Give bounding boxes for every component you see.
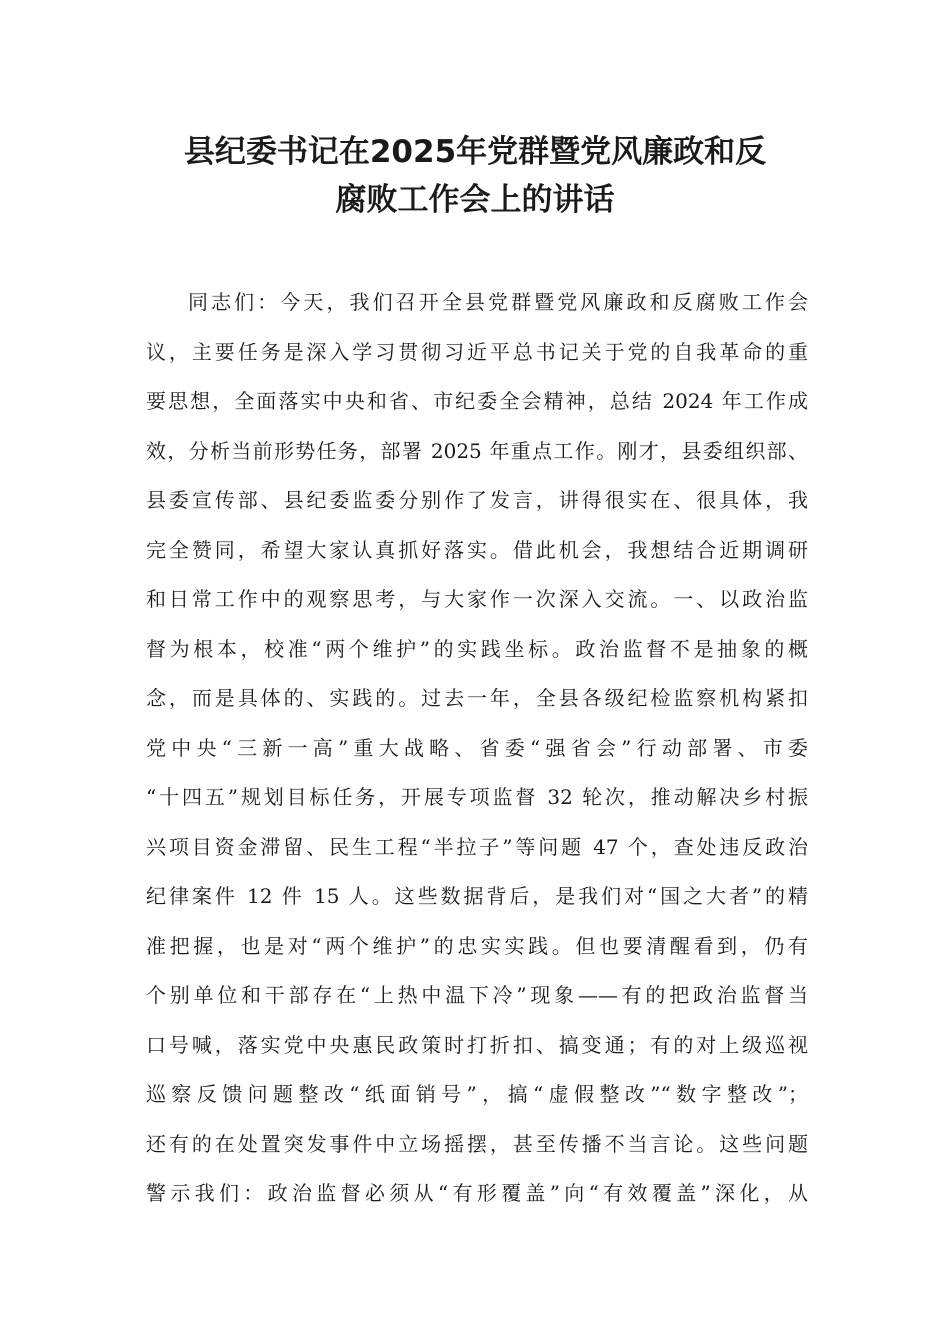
body-line: 要思想，全面落实中央和省、市纪委全会精神，总结 2024 年工作成 (146, 389, 808, 413)
body-line: 个别单位和干部存在“上热中温下冷”现象——有的把政治监督当 (146, 983, 808, 1007)
body-line: 兴项目资金滞留、民生工程“半拉子”等问题 47 个，查处违反政治 (146, 834, 808, 859)
body-line: 同志们：今天，我们召开全县党群暨党风廉政和反腐败工作会 (188, 290, 808, 314)
body-line: 完全赞同，希望大家认真抓好落实。借此机会，我想结合近期调研 (146, 537, 808, 562)
body-line: 效，分析当前形势任务，部署 2025 年重点工作。刚才，县委组织部、 (146, 438, 808, 463)
body-line: 县委宣传部、县纪委监委分别作了发言，讲得很实在、很具体，我 (146, 488, 808, 512)
body-line: 督为根本，校准“两个维护”的实践坐标。政治监督不是抽象的概 (146, 636, 808, 661)
body-line: 警示我们：政治监督必须从“有形覆盖”向“有效覆盖”深化，从 (146, 1181, 808, 1205)
title-line: 县纪委书记在2025年党群暨党风廉政和反 (183, 134, 767, 170)
body-line: 纪律案件 12 件 15 人。这些数据背后，是我们对“国之大者”的精 (146, 884, 808, 908)
body-line: 和日常工作中的观察思考，与大家作一次深入交流。一、以政治监 (146, 587, 808, 611)
body-line: 巡察反馈问题整改“纸面销号”，搞“虚假整改”“数字整改”； (146, 1082, 808, 1106)
body-line: 还有的在处置突发事件中立场摇摆，甚至传播不当言论。这些问题 (146, 1131, 808, 1156)
speech-body (146, 278, 808, 1219)
body-line: 口号喊，落实党中央惠民政策时打折扣、搞变通；有的对上级巡视 (146, 1032, 808, 1057)
document-title (120, 128, 830, 224)
body-line: 议，主要任务是深入学习贯彻习近平总书记关于党的自我革命的重 (146, 339, 808, 364)
body-line: “十四五”规划目标任务，开展专项监督 32 轮次，推动解决乡村振 (146, 785, 808, 809)
body-line: 念，而是具体的、实践的。过去一年，全县各级纪检监察机构紧扣 (146, 686, 808, 710)
body-line: 党中央“三新一高”重大战略、省委“强省会”行动部署、市委 (146, 735, 808, 760)
title-line: 腐败工作会上的讲话 (335, 182, 615, 218)
body-line: 准把握，也是对“两个维护”的忠实实践。但也要清醒看到，仍有 (146, 933, 808, 958)
